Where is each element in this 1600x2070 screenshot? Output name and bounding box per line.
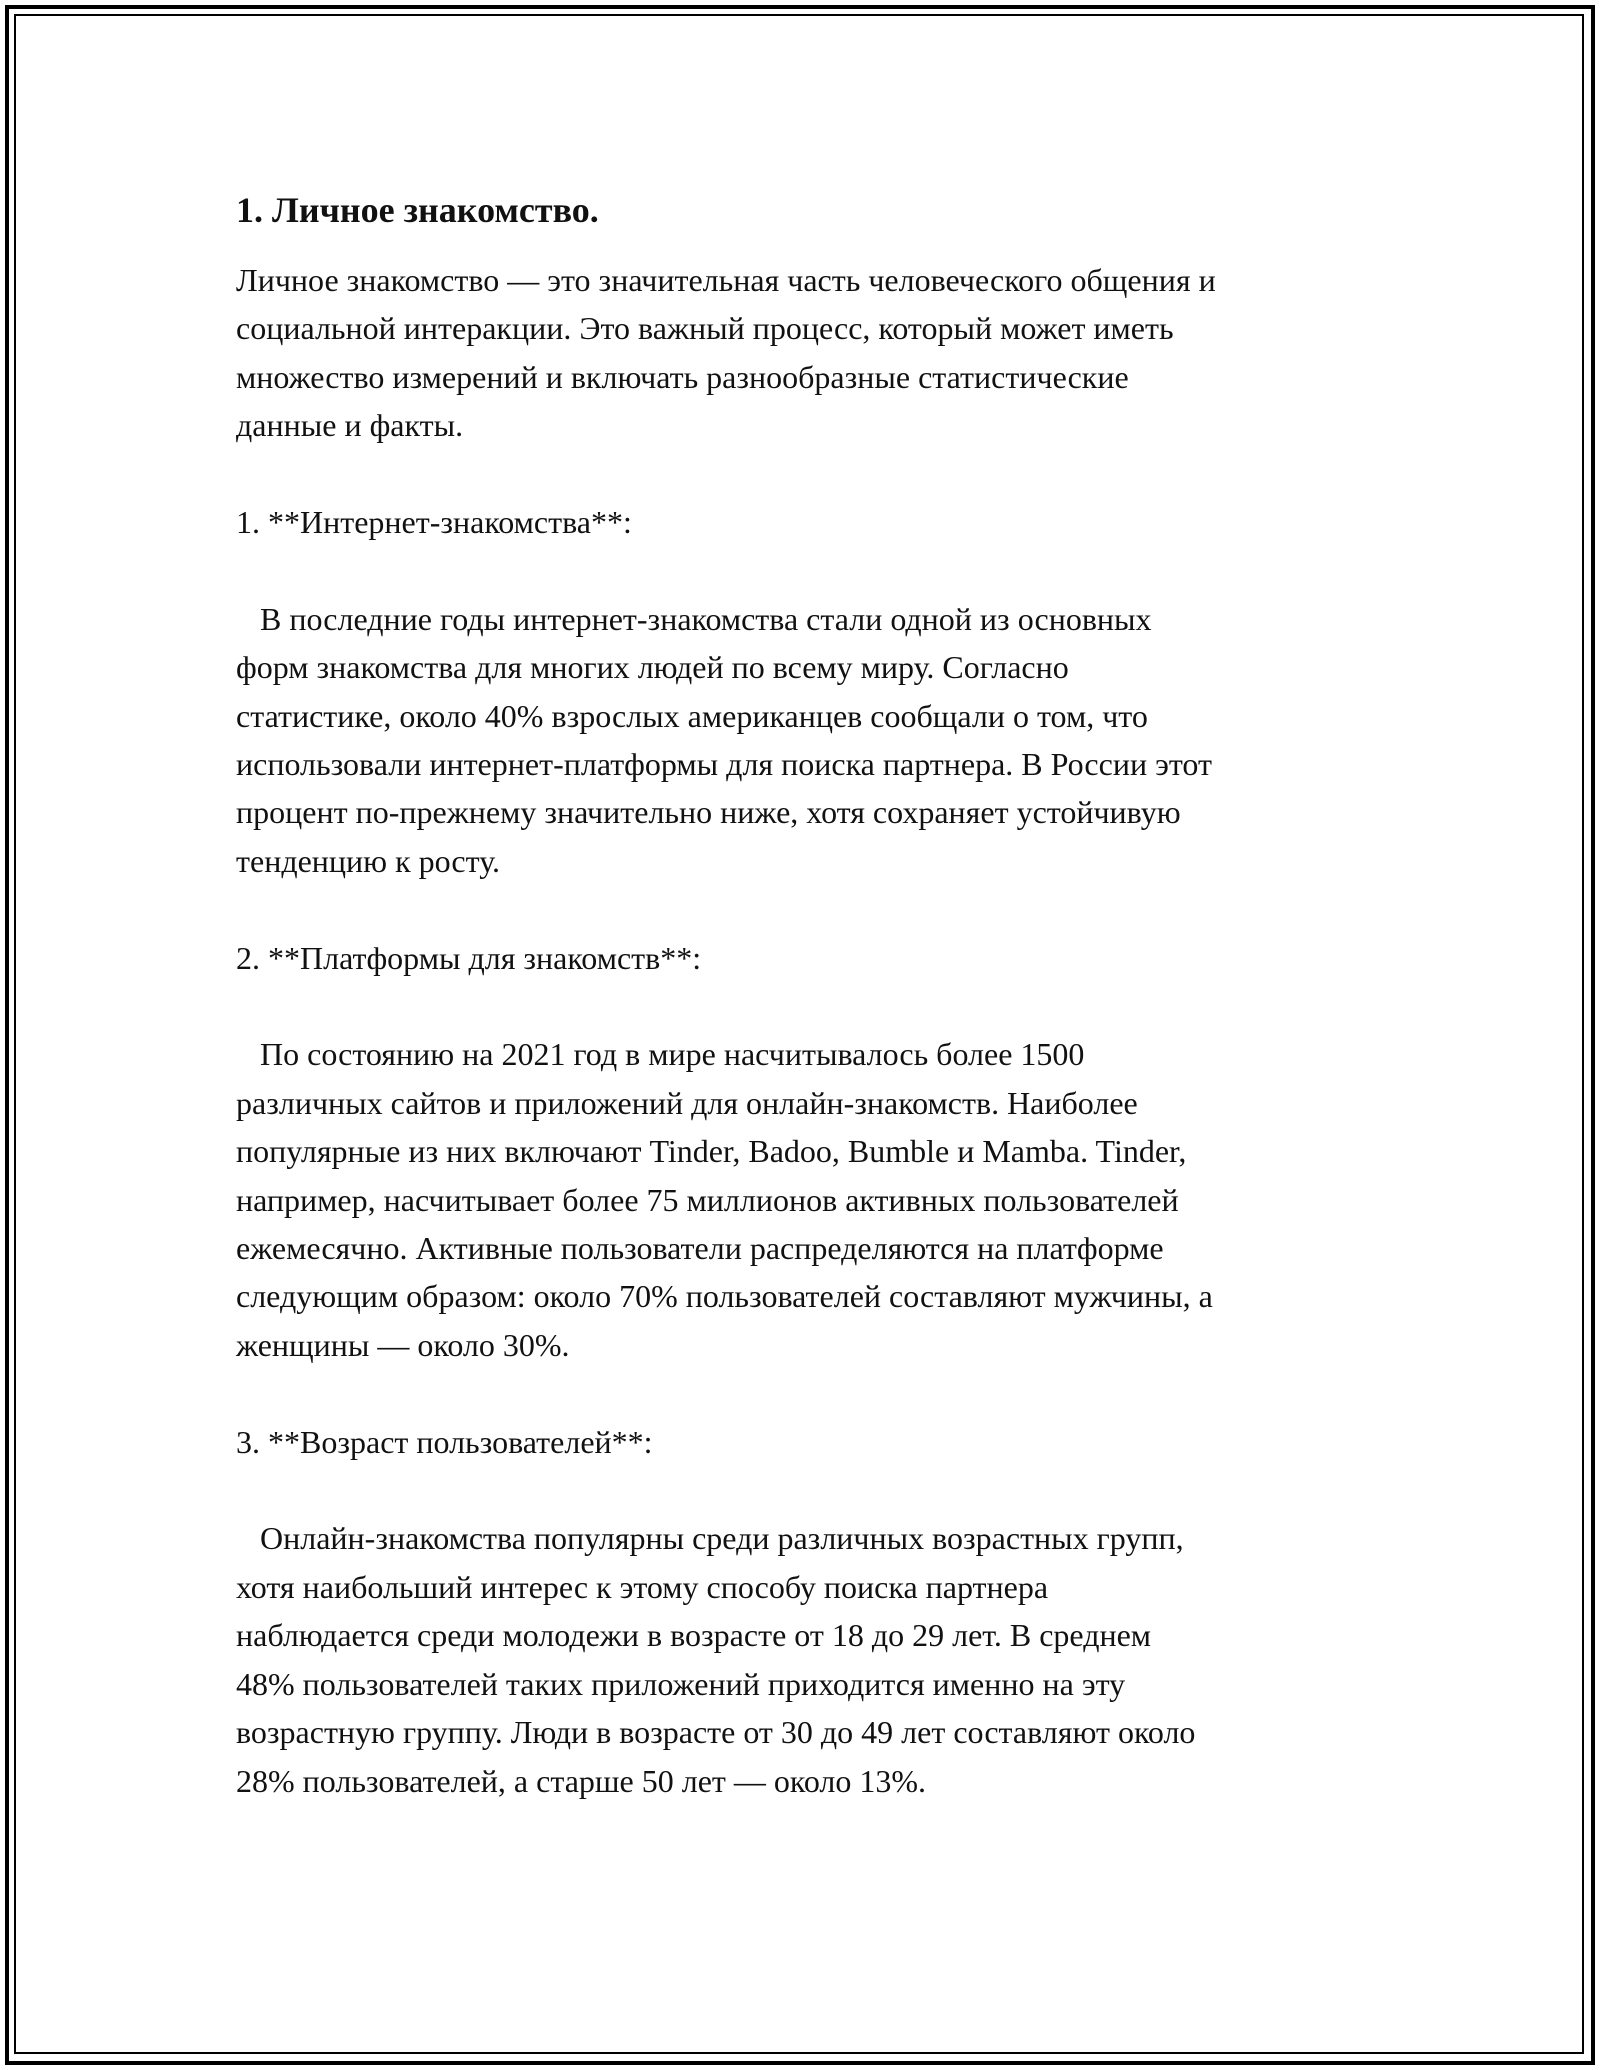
paragraph-spacer [236,885,1376,933]
section-body-dating-platforms: По состоянию на 2021 год в мире насчитывалось более 1500 различных сайтов и приложений для онлайн-знакомств. Наиболее популярные из них включают Tinder, Badoo, Bumble и Mamba. Tinder, например, насчитывает более 75 миллионов активных пользователей ежемесячно. Активные пользователи распределяются на платформе следующим образом: около 70% пользователей составляют мужчины, а женщины — около 30%. [236,1036,1213,1363]
document-body [236,186,1376,1805]
intro-paragraph: Личное знакомство — это значительная часть человеческого общения и социальной интеракции. Это важный процесс, который может иметь множество измерений и включать разнообразные статистические данные и факты. [236,262,1216,444]
paragraph-spacer [236,1369,1376,1417]
section-heading-internet-dating: 1. **Интернет-знакомства**: [236,504,632,541]
paragraph-spacer [236,546,1376,594]
section-heading-dating-platforms: 2. **Платформы для знакомств**: [236,939,702,976]
paragraph-spacer [236,982,1376,1030]
document-title: 1. Личное знакомство. [236,190,599,230]
section-body-user-age: Онлайн-знакомства популярны среди различных возрастных групп, хотя наибольший интерес к этому способу поиска партнера наблюдается среди молодежи в возрасте от 18 до 29 лет. В среднем 48% пользователей таких приложений приходится именно на эту возрастную группу. Люди в возрасте от 30 до 49 лет составляют около 28% пользователей, а старше 50 лет — около 13%. [236,1520,1196,1799]
section-heading-user-age: 3. **Возраст пользователей**: [236,1423,653,1460]
section-body-internet-dating: В последние годы интернет-знакомства стали одной из основных форм знакомства для многих людей по всему миру. Согласно статистике, около 40% взрослых американцев сообщали о том, что использовали интернет-платформы для поиска партнера. В России этот процент по-прежнему значительно ниже, хотя сохраняет устойчивую тенденцию к росту. [236,600,1212,879]
paragraph-spacer [236,450,1376,498]
paragraph-spacer [236,1466,1376,1514]
